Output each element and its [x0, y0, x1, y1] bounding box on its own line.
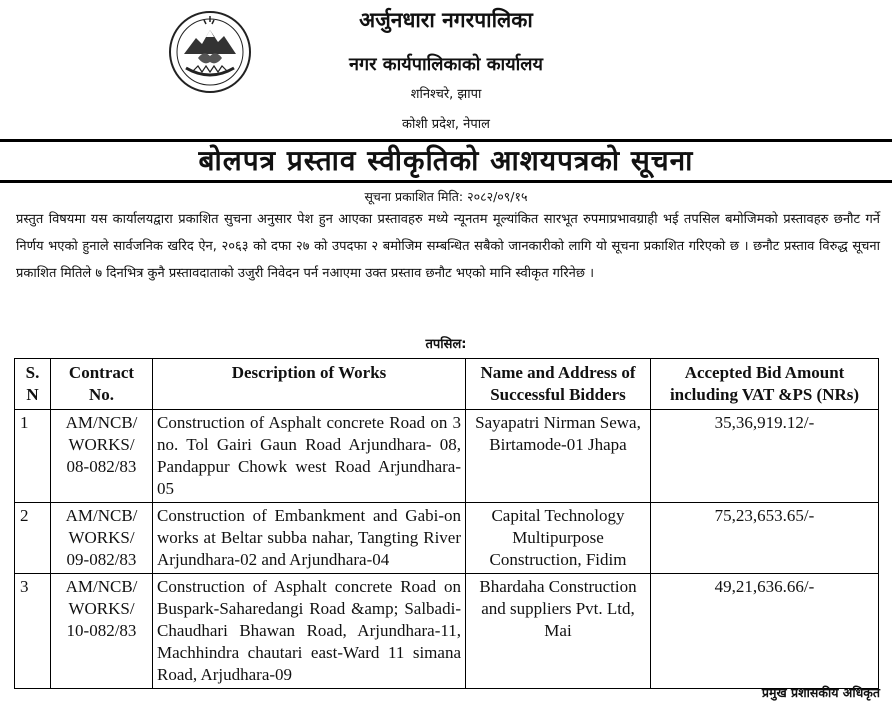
table-row — [15, 410, 879, 503]
row-contract: AM/NCB/ WORKS/ 08-082/83 — [51, 410, 153, 503]
row-description: Construction of Asphalt concrete Road on 3 no. Tol Gairi Gaun Road Arjundhara- 08, Pandappur Chowk west Road Arjundhara-05 — [153, 410, 466, 503]
header-sn: S. N — [15, 359, 51, 410]
row-sn: 3 — [15, 574, 51, 689]
row-contract: AM/NCB/ WORKS/ 10-082/83 — [51, 574, 153, 689]
notice-title: बोलपत्र प्रस्ताव स्वीकृतिको आशयपत्रको सूचना — [0, 139, 892, 183]
row-contract: AM/NCB/ WORKS/ 09-082/83 — [51, 503, 153, 574]
office-place: शनिश्चरे, झापा — [410, 87, 482, 102]
table-header-row — [15, 359, 879, 410]
notice-header — [0, 0, 892, 140]
notice-body: प्रस्तुत विषयमा यस कार्यालयद्वारा प्रकाशित सुचना अनुसार पेश हुन आएका प्रस्तावहरु मध्ये न्यूनतम मूल्यांकित सारभूत रुपमाप्रभावग्राही भई तपसिल बमोजिमको प्रस्तावहरु छनौट गर्ने निर्णय भएको हुनाले सार्वजनिक खरिद ऐन, २०६३ को दफा २७ को उपदफा २ बमोजिम सम्बन्धित सबैको जानकारीको लागि यो सूचना प्रकाशित गरिएको छ । छनौट प्रस्ताव विरुद्ध सूचना प्रकाशित मितिले ७ दिनभित्र कुनै प्रस्तावदाताको उजुरी निवेदन पर्न नआएमा उक्त प्रस्ताव छनौट भएको मानि स्वीकृत गरिनेछ । — [16, 212, 880, 281]
bidders-table — [14, 358, 879, 689]
header-bidder: Name and Address of Successful Bidders — [466, 359, 651, 410]
signature-title: प्रमुख प्रशासकीय अधिकृत — [761, 685, 880, 700]
municipality-name: अर्जुनधारा नगरपालिका — [359, 8, 533, 32]
details-label: तपसिल: — [425, 337, 467, 352]
header-contract: Contract No. — [51, 359, 153, 410]
table-row — [15, 503, 879, 574]
published-date: सूचना प्रकाशित मिति: २०८२/०९/१५ — [364, 189, 528, 204]
row-description: Construction of Embankment and Gabi-on works at Beltar subba nahar, Tangting River Arjundhara-02 and Arjundhara-04 — [153, 503, 466, 574]
table-row — [15, 574, 879, 689]
row-amount: 35,36,919.12/- — [651, 410, 879, 503]
row-sn: 1 — [15, 410, 51, 503]
row-bidder: Sayapatri Nirman Sewa, Birtamode-01 Jhapa — [466, 410, 651, 503]
office-province: कोशी प्रदेश, नेपाल — [402, 117, 490, 132]
row-bidder: Bhardaha Construction and suppliers Pvt. Ltd, Mai — [466, 574, 651, 689]
row-bidder: Capital Technology Multipurpose Construction, Fidim — [466, 503, 651, 574]
row-sn: 2 — [15, 503, 51, 574]
header-description: Description of Works — [153, 359, 466, 410]
office-name: नगर कार्यपालिकाको कार्यालय — [349, 54, 543, 75]
row-amount: 75,23,653.65/- — [651, 503, 879, 574]
header-amount: Accepted Bid Amount including VAT &PS (NRs) — [651, 359, 879, 410]
row-description: Construction of Asphalt concrete Road on Buspark-Saharedangi Road &amp; Salbadi-Chaudhari Bhawan Road, Arjundhara-11, Machhindra chautari east-Ward 11 simana Road, Arjudhara-09 — [153, 574, 466, 689]
row-amount: 49,21,636.66/- — [651, 574, 879, 689]
